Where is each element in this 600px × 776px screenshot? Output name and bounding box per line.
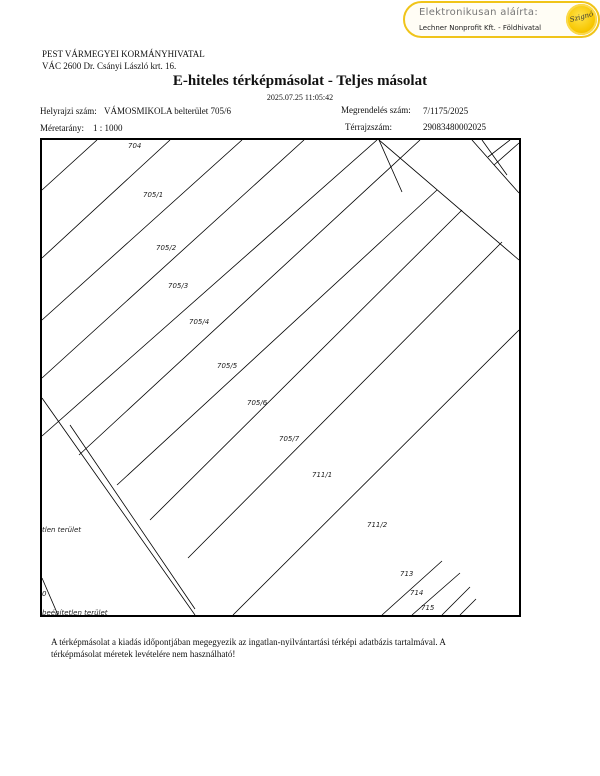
boundary-line: [150, 210, 462, 520]
boundary-line: [460, 599, 476, 615]
boundary-line: [42, 140, 170, 258]
parcel-value: VÁMOSMIKOLA belterület 705/6: [104, 106, 231, 116]
boundary-line: [42, 140, 97, 190]
area-label: 0: [42, 590, 47, 598]
seal-text: Szignó: [568, 10, 595, 24]
disclaimer-note: A térképmásolat a kiadás időpontjában megegyezik az ingatlan-nyilvántartási térképi adatbázis tartalmával. A térképmásolat méretek levételére nem használható!: [51, 637, 446, 659]
boundary-line: [233, 330, 519, 615]
boundary-line: [494, 143, 519, 165]
scale-value: 1 : 1000: [93, 123, 123, 133]
order-label: Megrendelés szám:: [341, 105, 411, 115]
parcel-label: 713: [400, 570, 414, 578]
area-label: tlen terület: [42, 526, 82, 534]
boundary-line: [488, 140, 510, 157]
boundary-line: [42, 140, 377, 436]
parcel-label: 705/1: [143, 191, 164, 199]
map-drawing: [42, 140, 519, 615]
signature-title: Elektronikusan aláírta:: [419, 7, 539, 18]
boundary-line: [379, 140, 519, 260]
parcel-label: 705/7: [279, 435, 300, 443]
scale-label: Méretarány:: [40, 123, 84, 133]
mapsheet-label: Térrajzszám:: [345, 122, 392, 132]
parcel-label: 705/5: [217, 362, 238, 370]
road-edge: [70, 425, 195, 609]
seal-icon: [566, 4, 597, 35]
cadastral-map: [40, 138, 521, 617]
parcel-label: 704: [128, 142, 142, 150]
office-name: PEST VÁRMEGYEI KORMÁNYHIVATAL: [42, 49, 205, 59]
boundary-line: [472, 140, 519, 193]
parcel-label: 705/4: [189, 318, 210, 326]
parcel-label: 711/2: [367, 521, 388, 529]
boundary-line: [379, 140, 402, 192]
e-signature-badge: [403, 1, 600, 38]
document-title: E-hiteles térképmásolat - Teljes másolat: [172, 73, 428, 89]
area-label: beépítetlen terület: [42, 609, 108, 615]
boundary-line: [42, 140, 304, 378]
parcel-label: 705/3: [168, 282, 189, 290]
parcel-label: 711/1: [312, 471, 333, 479]
document-timestamp: 2025.07.25 11:05:42: [266, 93, 334, 102]
parcel-label: Helyrajzi szám:: [40, 106, 97, 116]
signature-signer: Lechner Nonprofit Kft. - Földhivatal: [419, 24, 542, 32]
mapsheet-value: 29083480002025: [423, 122, 486, 132]
boundary-line: [188, 242, 502, 558]
parcel-label: 715: [421, 604, 435, 612]
boundary-line: [117, 190, 437, 485]
order-value: 7/1175/2025: [423, 106, 469, 116]
road-edge: [42, 398, 195, 615]
parcel-label: 705/2: [156, 244, 177, 252]
parcel-label: 714: [410, 589, 424, 597]
boundary-line: [442, 587, 470, 615]
parcel-label: 705/6: [247, 399, 268, 407]
office-address: VÁC 2600 Dr. Csányi László krt. 16.: [42, 61, 177, 71]
